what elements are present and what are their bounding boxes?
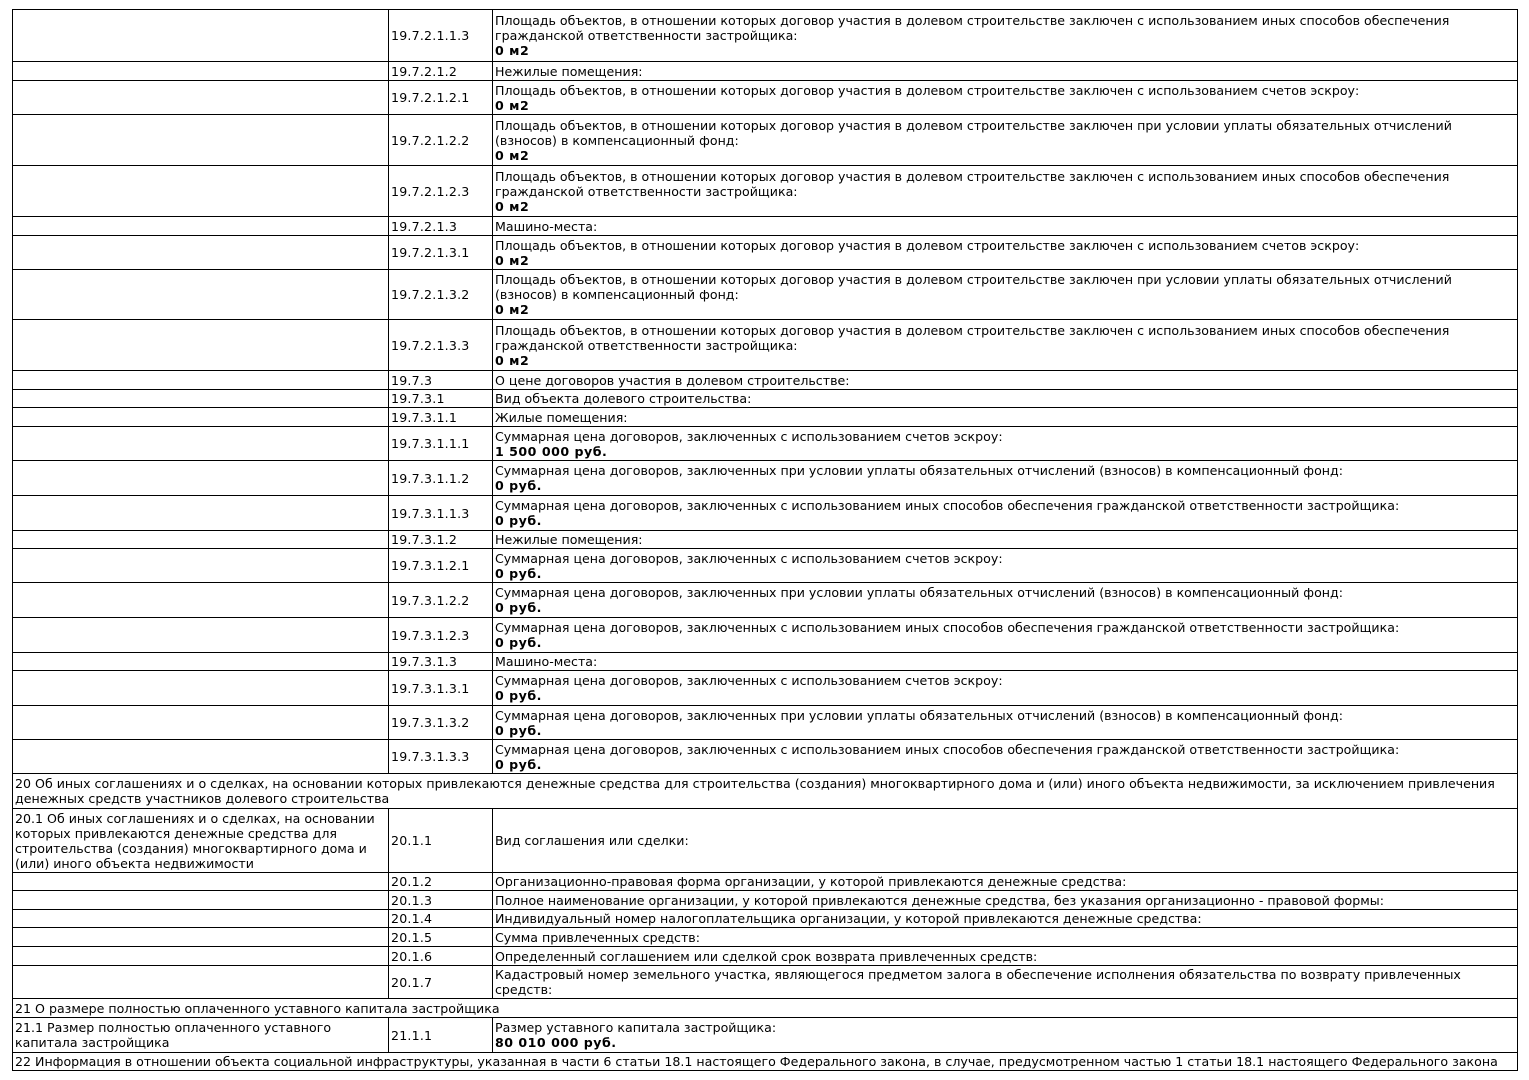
item-description: Сумма привлеченных средств: xyxy=(495,929,700,945)
item-value: 0 руб. xyxy=(495,635,542,650)
table-row xyxy=(13,496,1518,531)
subsection-label-cell xyxy=(13,910,389,928)
table-row xyxy=(13,891,1518,910)
subsection-label-cell xyxy=(13,427,389,461)
subsection-label-cell xyxy=(13,873,389,891)
section-title: 22 Информация в отношении объекта социальной инфраструктуры, указанная в части 6 статьи 18.1 настоящего Федерального закона, в случае, предусмотренном частью 1 статьи 18.1 настоящего Федерального закона xyxy=(13,1053,1518,1071)
item-description-cell xyxy=(493,62,1518,81)
item-code: 19.7.3.1.1.1 xyxy=(389,427,493,461)
subsection-label-cell xyxy=(13,62,389,81)
item-value: 0 руб. xyxy=(495,600,542,615)
item-code: 19.7.3 xyxy=(389,371,493,390)
subsection-label-cell xyxy=(13,928,389,947)
item-code: 19.7.2.1.3.1 xyxy=(389,236,493,270)
table-row xyxy=(13,236,1518,270)
item-value: 0 м2 xyxy=(495,43,530,58)
item-code: 19.7.2.1.1.3 xyxy=(389,10,493,62)
item-description: О цене договоров участия в долевом строительстве: xyxy=(495,372,850,388)
item-description-cell xyxy=(493,217,1518,236)
table-row xyxy=(13,427,1518,461)
table-row xyxy=(13,928,1518,947)
item-code: 19.7.3.1.1.3 xyxy=(389,496,493,531)
item-description: Жилые помещения: xyxy=(495,409,628,425)
item-description: Суммарная цена договоров, заключенных при условии уплаты обязательных отчислений (взносов) в компенсационный фонд: xyxy=(495,463,1343,478)
item-description: Машино-места: xyxy=(495,218,598,234)
table-row xyxy=(13,740,1518,774)
item-code: 19.7.2.1.3 xyxy=(389,217,493,236)
subsection-label-cell xyxy=(13,461,389,496)
item-code: 19.7.3.1.2.1 xyxy=(389,549,493,583)
item-value: 0 м2 xyxy=(495,198,530,214)
item-description-cell xyxy=(493,166,1518,217)
subsection-label-cell xyxy=(13,653,389,671)
item-description: Полное наименование организации, у которой привлекаются денежные средства, без указания организационно - правовой формы: xyxy=(495,892,1384,908)
item-description-cell xyxy=(493,809,1518,873)
subsection-label-cell xyxy=(13,966,389,999)
item-description: Суммарная цена договоров, заключенных с использованием иных способов обеспечения гражданской ответственности застройщика: xyxy=(495,620,1400,635)
item-code: 19.7.2.1.3.2 xyxy=(389,270,493,320)
table-row xyxy=(13,583,1518,618)
item-description-cell xyxy=(493,873,1518,891)
item-code: 19.7.2.1.3.3 xyxy=(389,320,493,371)
item-description: Суммарная цена договоров, заключенных с использованием иных способов обеспечения гражданской ответственности застройщика: xyxy=(495,498,1400,513)
table-row xyxy=(13,166,1518,217)
table-row xyxy=(13,320,1518,371)
subsection-label-cell xyxy=(13,549,389,583)
item-description-cell xyxy=(493,531,1518,549)
item-description: Индивидуальный номер налогоплательщика организации, у которой привлекаются денежные средства: xyxy=(495,911,1202,926)
subsection-label-cell xyxy=(13,320,389,371)
section-header-row xyxy=(13,1053,1518,1071)
item-code: 19.7.3.1.2.3 xyxy=(389,618,493,653)
table-row xyxy=(13,653,1518,671)
item-value: 0 руб. xyxy=(495,756,542,772)
item-description-cell xyxy=(493,653,1518,671)
item-description: Площадь объектов, в отношении которых договор участия в долевом строительстве заключен при условии уплаты обязательных отчислений (взносов) в компенсационный фонд: xyxy=(495,272,1452,302)
subsection-label-cell xyxy=(13,390,389,408)
item-description-cell xyxy=(493,461,1518,496)
item-code: 19.7.3.1.2.2 xyxy=(389,583,493,618)
item-description: Размер уставного капитала застройщика: xyxy=(495,1020,777,1035)
item-description-cell xyxy=(493,390,1518,408)
item-code: 19.7.3.1.1.2 xyxy=(389,461,493,496)
item-description-cell xyxy=(493,408,1518,427)
item-description: Суммарная цена договоров, заключенных при условии уплаты обязательных отчислений (взносов) в компенсационный фонд: xyxy=(495,707,1343,723)
item-description-cell xyxy=(493,236,1518,270)
item-description: Суммарная цена договоров, заключенных с использованием иных способов обеспечения гражданской ответственности застройщика: xyxy=(495,741,1400,757)
subsection-label-cell xyxy=(13,891,389,910)
item-description-cell xyxy=(493,583,1518,618)
subsection-label-cell xyxy=(13,166,389,217)
item-code: 19.7.3.1.3.3 xyxy=(389,740,493,774)
item-description: Организационно-правовая форма организации, у которой привлекаются денежные средства: xyxy=(495,874,1127,889)
item-value: 0 м2 xyxy=(495,352,530,368)
item-code: 19.7.2.1.2.3 xyxy=(389,166,493,217)
item-code: 19.7.3.1.3 xyxy=(389,653,493,671)
subsection-label-cell xyxy=(13,81,389,115)
item-description-cell xyxy=(493,1018,1518,1053)
subsection-label-cell xyxy=(13,408,389,427)
subsection-label-cell xyxy=(13,531,389,549)
table-row xyxy=(13,531,1518,549)
item-description: Нежилые помещения: xyxy=(495,532,643,547)
item-description-cell xyxy=(493,966,1518,999)
subsection-label-cell xyxy=(13,706,389,740)
item-value: 0 руб. xyxy=(495,565,542,581)
item-description-cell xyxy=(493,706,1518,740)
item-code: 20.1.4 xyxy=(389,910,493,928)
item-code: 20.1.2 xyxy=(389,873,493,891)
table-row xyxy=(13,671,1518,706)
item-description-cell xyxy=(493,618,1518,653)
item-description-cell xyxy=(493,910,1518,928)
table-row xyxy=(13,549,1518,583)
table-row xyxy=(13,371,1518,390)
table-row xyxy=(13,115,1518,166)
item-code: 19.7.3.1 xyxy=(389,390,493,408)
item-description-cell xyxy=(493,740,1518,774)
subsection-label-cell xyxy=(13,10,389,62)
item-description-cell xyxy=(493,81,1518,115)
item-description: Вид соглашения или сделки: xyxy=(495,833,689,848)
item-value: 0 руб. xyxy=(495,688,542,703)
table-row xyxy=(13,947,1518,966)
item-code: 20.1.7 xyxy=(389,966,493,999)
item-description: Суммарная цена договоров, заключенных с использованием счетов эскроу: xyxy=(495,550,1003,566)
table-row xyxy=(13,408,1518,427)
item-description: Площадь объектов, в отношении которых договор участия в долевом строительстве заключен при условии уплаты обязательных отчислений (взносов) в компенсационный фонд: xyxy=(495,117,1452,148)
item-code: 19.7.2.1.2 xyxy=(389,62,493,81)
item-code: 20.1.5 xyxy=(389,928,493,947)
item-description-cell xyxy=(493,427,1518,461)
item-description: Площадь объектов, в отношении которых договор участия в долевом строительстве заключен с использованием иных способов обеспечения гражданской ответственности застройщика: xyxy=(495,13,1450,43)
item-value: 1 500 000 руб. xyxy=(495,443,608,459)
subsection-label-cell xyxy=(13,236,389,270)
subsection-label-cell xyxy=(13,947,389,966)
table-row xyxy=(13,10,1518,62)
item-code: 19.7.3.1.1 xyxy=(389,408,493,427)
section-header-row xyxy=(13,774,1518,809)
section-title: 21 О размере полностью оплаченного уставного капитала застройщика xyxy=(13,999,1518,1018)
section-title: 20 Об иных соглашениях и о сделках, на основании которых привлекаются денежные средства для строительства (создания) многоквартирного дома и (или) иного объекта недвижимости, за исключением привлечения денежных средств участников долевого строительства xyxy=(13,774,1518,809)
item-description: Кадастровый номер земельного участка, являющегося предметом залога в обеспечение исполнения обязательства по возврату привлеченных средств: xyxy=(495,967,1461,997)
item-value: 0 руб. xyxy=(495,513,542,528)
table-row xyxy=(13,270,1518,320)
item-description-cell xyxy=(493,115,1518,166)
table-row xyxy=(13,618,1518,653)
subsection-label-cell xyxy=(13,671,389,706)
subsection-label-cell xyxy=(13,496,389,531)
item-code: 19.7.3.1.3.2 xyxy=(389,706,493,740)
item-description-cell xyxy=(493,671,1518,706)
item-code: 20.1.3 xyxy=(389,891,493,910)
subsection-label-cell xyxy=(13,270,389,320)
item-description: Машино-места: xyxy=(495,654,598,669)
item-description-cell xyxy=(493,549,1518,583)
item-description-cell xyxy=(493,928,1518,947)
item-code: 19.7.2.1.2.1 xyxy=(389,81,493,115)
item-description-cell xyxy=(493,320,1518,371)
section-header-row xyxy=(13,999,1518,1018)
item-description-cell xyxy=(493,371,1518,390)
item-description: Вид объекта долевого строительства: xyxy=(495,391,752,406)
item-code: 20.1.6 xyxy=(389,947,493,966)
subsection-label-cell xyxy=(13,115,389,166)
subsection-label-cell xyxy=(13,217,389,236)
item-description: Площадь объектов, в отношении которых договор участия в долевом строительстве заключен с использованием счетов эскроу: xyxy=(495,82,1360,98)
table-body xyxy=(13,10,1518,1071)
subsection-label-cell: 20.1 Об иных соглашениях и о сделках, на основании которых привлекаются денежные средства для строительства (создания) многоквартирного дома и (или) иного объекта недвижимости xyxy=(13,809,389,873)
subsection-label-cell xyxy=(13,371,389,390)
subsection-label-cell xyxy=(13,618,389,653)
item-value: 0 руб. xyxy=(495,722,542,738)
item-description: Суммарная цена договоров, заключенных с использованием счетов эскроу: xyxy=(495,428,1003,444)
item-value: 0 руб. xyxy=(495,478,542,493)
item-description-cell xyxy=(493,10,1518,62)
subsection-label-cell xyxy=(13,740,389,774)
item-description: Определенный соглашением или сделкой срок возврата привлеченных средств: xyxy=(495,948,1038,964)
item-value: 80 010 000 руб. xyxy=(495,1035,617,1050)
item-code: 21.1.1 xyxy=(389,1018,493,1053)
item-description: Суммарная цена договоров, заключенных с использованием счетов эскроу: xyxy=(495,673,1003,688)
table-row xyxy=(13,390,1518,408)
table-row xyxy=(13,706,1518,740)
item-description-cell xyxy=(493,947,1518,966)
table-row xyxy=(13,62,1518,81)
subsection-label-cell xyxy=(13,583,389,618)
table-row xyxy=(13,873,1518,891)
item-description: Суммарная цена договоров, заключенных при условии уплаты обязательных отчислений (взносов) в компенсационный фонд: xyxy=(495,585,1343,600)
item-value: 0 м2 xyxy=(495,147,530,163)
item-value: 0 м2 xyxy=(495,252,530,268)
item-code: 20.1.1 xyxy=(389,809,493,873)
item-description-cell xyxy=(493,496,1518,531)
item-description: Площадь объектов, в отношении которых договор участия в долевом строительстве заключен с использованием иных способов обеспечения гражданской ответственности застройщика: xyxy=(495,322,1450,353)
item-value: 0 м2 xyxy=(495,302,530,317)
item-description: Площадь объектов, в отношении которых договор участия в долевом строительстве заключен с использованием счетов эскроу: xyxy=(495,237,1360,253)
disclosure-table xyxy=(12,9,1518,1071)
table-row xyxy=(13,81,1518,115)
item-description: Площадь объектов, в отношении которых договор участия в долевом строительстве заключен с использованием иных способов обеспечения гражданской ответственности застройщика: xyxy=(495,168,1450,199)
item-value: 0 м2 xyxy=(495,97,530,113)
item-code: 19.7.3.1.3.1 xyxy=(389,671,493,706)
table-row xyxy=(13,1018,1518,1053)
table-row xyxy=(13,217,1518,236)
item-description-cell xyxy=(493,891,1518,910)
item-description: Нежилые помещения: xyxy=(495,63,643,79)
item-description-cell xyxy=(493,270,1518,320)
table-row xyxy=(13,966,1518,999)
table-row xyxy=(13,910,1518,928)
table-row xyxy=(13,809,1518,873)
item-code: 19.7.2.1.2.2 xyxy=(389,115,493,166)
subsection-label-cell: 21.1 Размер полностью оплаченного уставного капитала застройщика xyxy=(13,1018,389,1053)
item-code: 19.7.3.1.2 xyxy=(389,531,493,549)
table-row xyxy=(13,461,1518,496)
